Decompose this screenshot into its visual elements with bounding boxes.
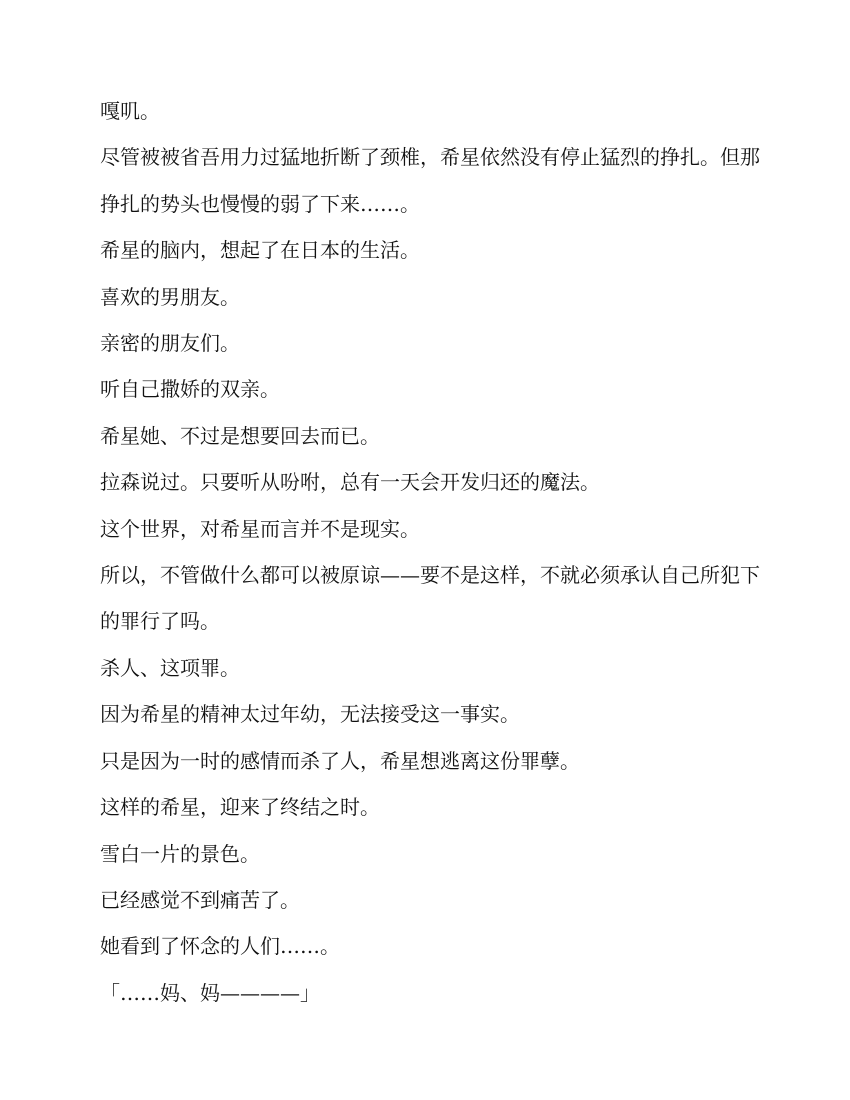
paragraph: 这样的希星，迎来了终结之时。 [100, 795, 380, 820]
paragraph: 希星她、不过是想要回去而已。 [100, 423, 380, 448]
paragraph: 因为希星的精神太过年幼，无法接受这一事实。 [100, 702, 520, 727]
dialogue-line: 「……妈、妈————」 [100, 980, 320, 1005]
paragraph: 听自己撒娇的双亲。 [100, 377, 280, 402]
paragraph: 这个世界，对希星而言并不是现实。 [100, 516, 420, 541]
paragraph: 所以，不管做什么都可以被原谅——要不是这样，不就必须承认自己所犯下的罪行了吗。 [100, 563, 760, 634]
paragraph: 喜欢的男朋友。 [100, 284, 240, 309]
paragraph: 尽管被被省吾用力过猛地折断了颈椎，希星依然没有停止猛烈的挣扎。但那挣扎的势头也慢慢的弱了下来……。 [100, 145, 760, 216]
paragraph: 拉森说过。只要听从吩咐，总有一天会开发归还的魔法。 [100, 470, 600, 495]
paragraph: 杀人、这项罪。 [100, 655, 240, 680]
paragraph: 希星的脑内，想起了在日本的生活。 [100, 238, 420, 263]
paragraph: 只是因为一时的感情而杀了人，希星想逃离这份罪孽。 [100, 748, 580, 773]
paragraph: 嘎叽。 [100, 99, 160, 123]
paragraph: 亲密的朋友们。 [100, 331, 240, 356]
paragraph: 她看到了怀念的人们……。 [100, 934, 340, 959]
paragraph: 已经感觉不到痛苦了。 [100, 887, 300, 912]
paragraph: 雪白一片的景色。 [100, 841, 260, 866]
novel-text-body [100, 88, 760, 1016]
